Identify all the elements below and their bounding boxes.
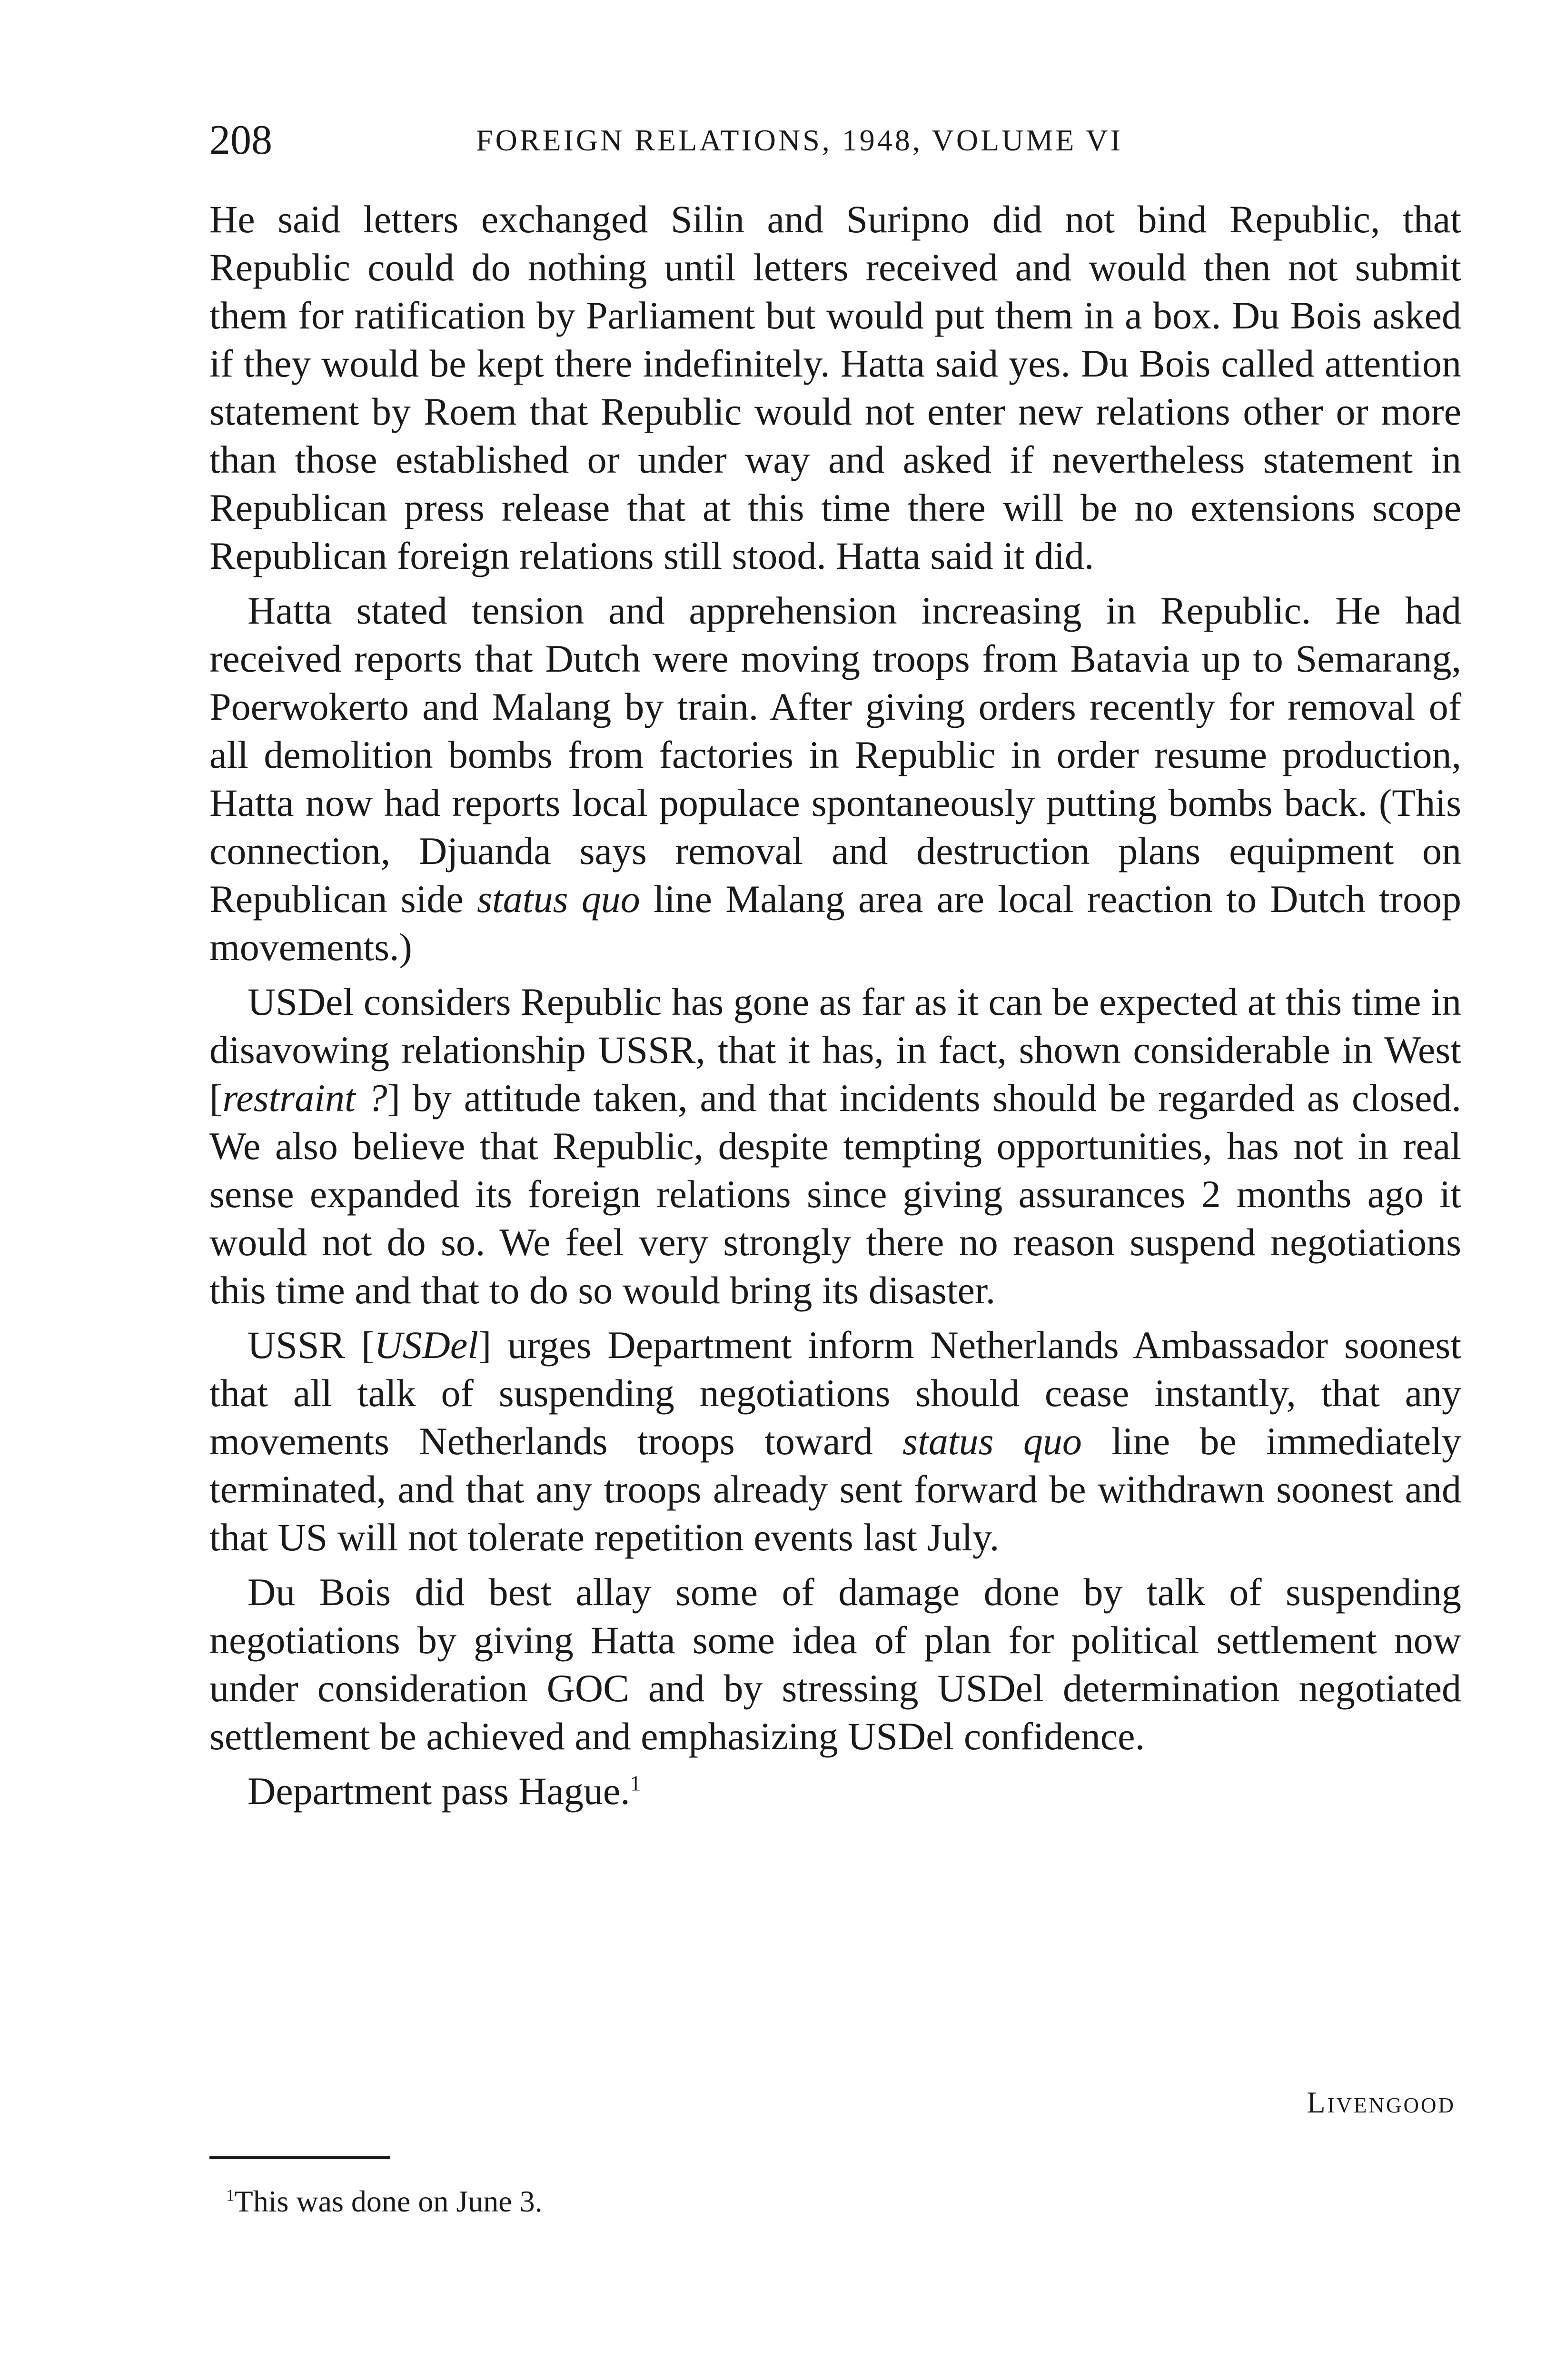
paragraph-6 — [209, 1767, 1461, 1815]
paragraph-3-end: by attitude taken, and that incidents should be regarded as closed. We also believe that Republic, despite tempting opportunities, has not in real sense expanded its foreign relations since giving assurances 2 months ago it would not do so. We feel very strongly there no reason suspend negotiations this time and that to do so would bring its disaster. — [209, 1076, 1462, 1312]
paragraph-4-bracket-open: [ — [361, 1323, 375, 1367]
paragraph-3-bracket-close: ] — [387, 1076, 400, 1120]
paragraph-4-start: USSR — [248, 1323, 346, 1367]
signature: Livengood — [1307, 2085, 1456, 2119]
document-body — [209, 195, 1461, 1815]
paragraph-4-italic-2: status quo — [902, 1419, 1082, 1463]
paragraph-3 — [209, 978, 1461, 1314]
paragraph-4-mid: urges Department inform Netherlands Ambassador soonest that all talk of suspending negotiations should cease instantly, that any movements Netherlands troops toward — [209, 1323, 1461, 1463]
paragraph-1 — [209, 195, 1461, 580]
footnote — [226, 2180, 543, 2223]
page-header — [209, 109, 1457, 171]
paragraph-6-text: Department pass Hague. — [248, 1769, 630, 1813]
paragraph-2-italic: status quo — [477, 877, 640, 921]
running-head: FOREIGN RELATIONS, 1948, VOLUME VI — [476, 123, 1123, 157]
paragraph-5 — [209, 1568, 1461, 1760]
paragraph-4-italic: USDel — [374, 1323, 479, 1367]
paragraph-2 — [209, 586, 1461, 971]
footnote-marker: 1 — [226, 2186, 235, 2205]
paragraph-1-text: He said letters exchanged Silin and Suripno did not bind Republic, that Republic could do nothing until letters received and would then not submit them for ratification by Parliament but would put them in a box. Du Bois asked if they would be kept there indefinitely. Hatta said yes. Du Bois called attention statement by Roem that Republic would not enter new relations other or more than those established or under way and asked if nevertheless statement in Republican press release that at this time there will be no extensions scope Republican foreign relations still stood. Hatta said it did. — [209, 198, 1461, 577]
footnote-text: This was done on June 3. — [234, 2184, 543, 2218]
paragraph-2-text: Hatta stated tension and apprehension increasing in Republic. He had received reports that Dutch were moving troops from Batavia up to Semarang, Poerwokerto and Malang by train. After giving orders recently for removal of all demolition bombs from factories in Republic in order resume production, Hatta now had reports local populace spontaneously putting bombs back. (This connection, Djuanda says removal and destruction plans equipment on Republican side — [209, 589, 1461, 921]
paragraph-3-italic: restraint ? — [222, 1076, 387, 1120]
footnote-reference[interactable]: 1 — [630, 1771, 641, 1795]
page-number: 208 — [209, 117, 272, 163]
paragraph-3-start: USDel considers Republic has gone as far as it can be expected at this time in disavowing relationship USSR, that it has, in fact, shown considerable in West — [209, 980, 1461, 1071]
paragraph-3-bracket-open: [ — [209, 1076, 223, 1120]
paragraph-4 — [209, 1321, 1461, 1561]
paragraph-2-end: line Malang area are local reaction to Dutch troop movements.) — [209, 877, 1461, 969]
paragraph-4-bracket-close: ] — [478, 1323, 492, 1367]
paragraph-5-text: Du Bois did best allay some of damage done by talk of suspending negotiations by giving Hatta some idea of plan for political settlement now under consideration GOC and by stressing USDel determination negotiated settlement be achieved and emphasizing USDel confidence. — [209, 1570, 1461, 1758]
footnote-divider — [209, 2156, 390, 2159]
paragraph-4-end: line be immediately terminated, and that any troops already sent forward be withdrawn soonest and that US will not tolerate repetition events last July. — [209, 1419, 1462, 1559]
